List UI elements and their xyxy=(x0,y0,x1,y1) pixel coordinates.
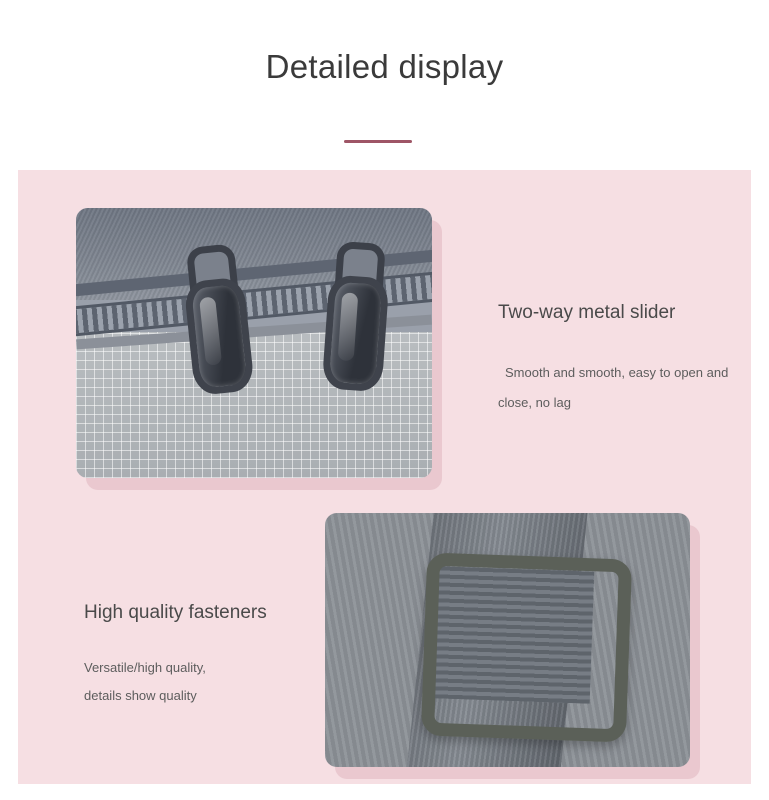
page-header xyxy=(0,0,769,170)
buckle-ring xyxy=(420,553,631,744)
fastener-section-line-1: Versatile/high quality, xyxy=(84,660,206,675)
zipper-slider-left-pull xyxy=(183,276,255,396)
zipper-slider-photo xyxy=(76,208,432,478)
page-title: Detailed display xyxy=(265,48,504,85)
slider-section-line-2: close, no lag xyxy=(498,395,571,410)
fastener-buckle-photo xyxy=(325,513,690,767)
fastener-section-title: High quality fasteners xyxy=(84,602,267,623)
zipper-slider-right xyxy=(316,240,386,384)
slider-section-title: Two-way metal slider xyxy=(498,302,676,323)
detail-panel xyxy=(18,170,751,784)
fastener-section-line-2: details show quality xyxy=(84,688,197,703)
zipper-slider-right-pull xyxy=(322,274,390,392)
slider-section-line-1: Smooth and smooth, easy to open and xyxy=(505,365,729,380)
title-underline-rule xyxy=(344,140,412,143)
